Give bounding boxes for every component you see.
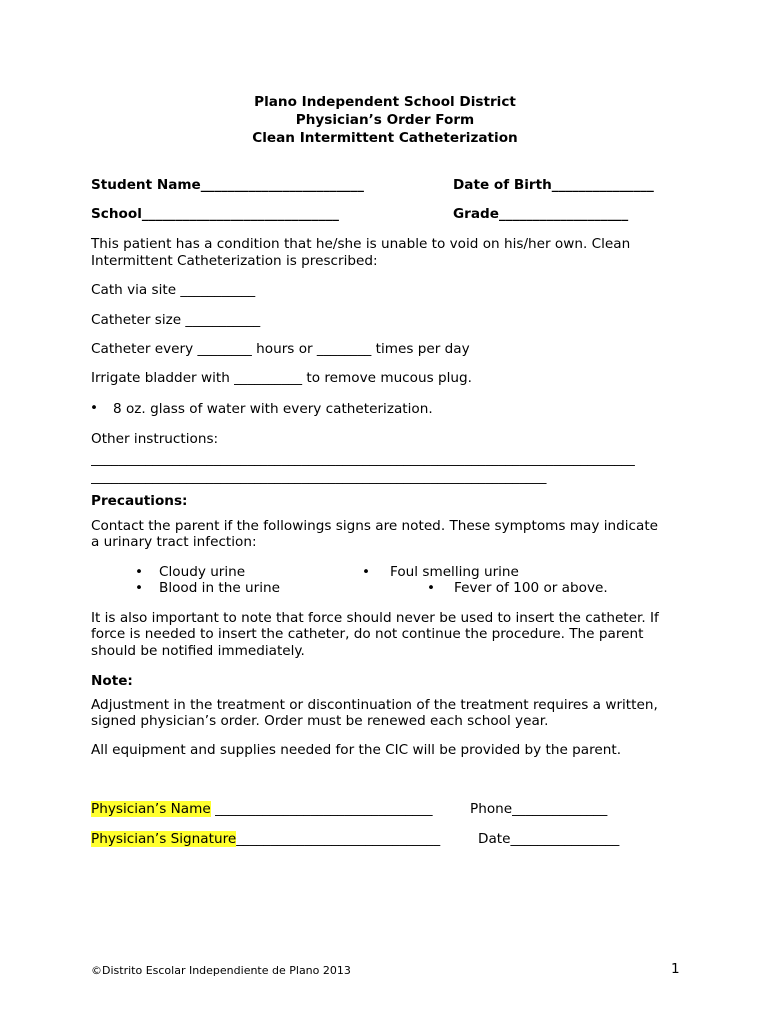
copyright-footer: ©Distrito Escolar Independiente de Plano 2013 [91,964,351,977]
note-heading: Note: [91,673,133,689]
symptom-item: Blood in the urine [159,580,280,596]
student-name-field[interactable]: Student Name________________________ [91,177,364,193]
symptom-item: Foul smelling urine [390,564,519,580]
school-field[interactable]: School_____________________________ [91,206,339,222]
note-line-2: signed physician’s order. Order must be renewed each school year. [91,713,549,729]
symptom-item: Fever of 100 or above. [454,580,608,596]
precautions-line-2: a urinary tract infection: [91,534,257,550]
form-title: Physician’s Order Form [295,112,475,128]
date-of-birth-field[interactable]: Date of Birth_______________ [453,177,654,193]
form-district-title: Plano Independent School District [254,94,516,110]
bullet-icon: • [427,580,436,596]
precautions-heading: Precautions: [91,493,188,509]
physician-name-label: Physician’s Name [91,801,211,817]
note-line-1: Adjustment in the treatment or discontinuation of the treatment requires a written, [91,697,658,713]
other-instructions-line-2[interactable]: ___________________________________________________________________ [91,469,547,485]
bullet-icon: • [362,564,371,580]
irrigate-field[interactable]: Irrigate bladder with __________ to remove mucous plug. [91,370,472,386]
grade-field[interactable]: Grade___________________ [453,206,629,222]
catheter-size-field[interactable]: Catheter size ___________ [91,312,261,328]
physician-name-field[interactable] [91,801,433,818]
physician-signature-label: Physician’s Signature [91,831,237,847]
precautions-line-1: Contact the parent if the followings signs are noted. These symptoms may indicate [91,518,659,534]
physician-signature-line[interactable]: ______________________________ [236,831,441,847]
symptom-item: Cloudy urine [159,564,246,580]
phone-field[interactable]: Phone______________ [470,801,608,817]
bullet-icon: • [135,580,144,596]
other-instructions-line-1[interactable]: ________________________________________________________________________________ [91,451,635,467]
other-instructions-label: Other instructions: [91,431,219,447]
force-note-line-1: It is also important to note that force should never be used to insert the catheter. If [91,610,659,626]
page-number: 1 [671,961,680,977]
form-subtitle: Clean Intermittent Catheterization [252,130,518,146]
cath-site-field[interactable]: Cath via site ___________ [91,282,256,298]
bullet-icon: • [135,564,144,580]
physician-name-line[interactable]: ________________________________ [210,801,433,817]
water-instruction: 8 oz. glass of water with every catheterization. [113,401,433,417]
catheter-frequency-field[interactable]: Catheter every ________ hours or ________ times per day [91,341,470,357]
supplies-note: All equipment and supplies needed for the CIC will be provided by the parent. [91,742,622,758]
force-note-line-2: force is needed to insert the catheter, do not continue the procedure. The parent [91,626,644,642]
intro-line-1: This patient has a condition that he/she is unable to void on his/her own. Clean [91,236,631,252]
intro-line-2: Intermittent Catheterization is prescribed: [91,253,378,269]
physician-signature-field[interactable] [91,831,440,848]
bullet-icon: • [90,400,99,416]
force-note-line-3: should be notified immediately. [91,643,305,659]
date-field[interactable]: Date________________ [478,831,620,847]
